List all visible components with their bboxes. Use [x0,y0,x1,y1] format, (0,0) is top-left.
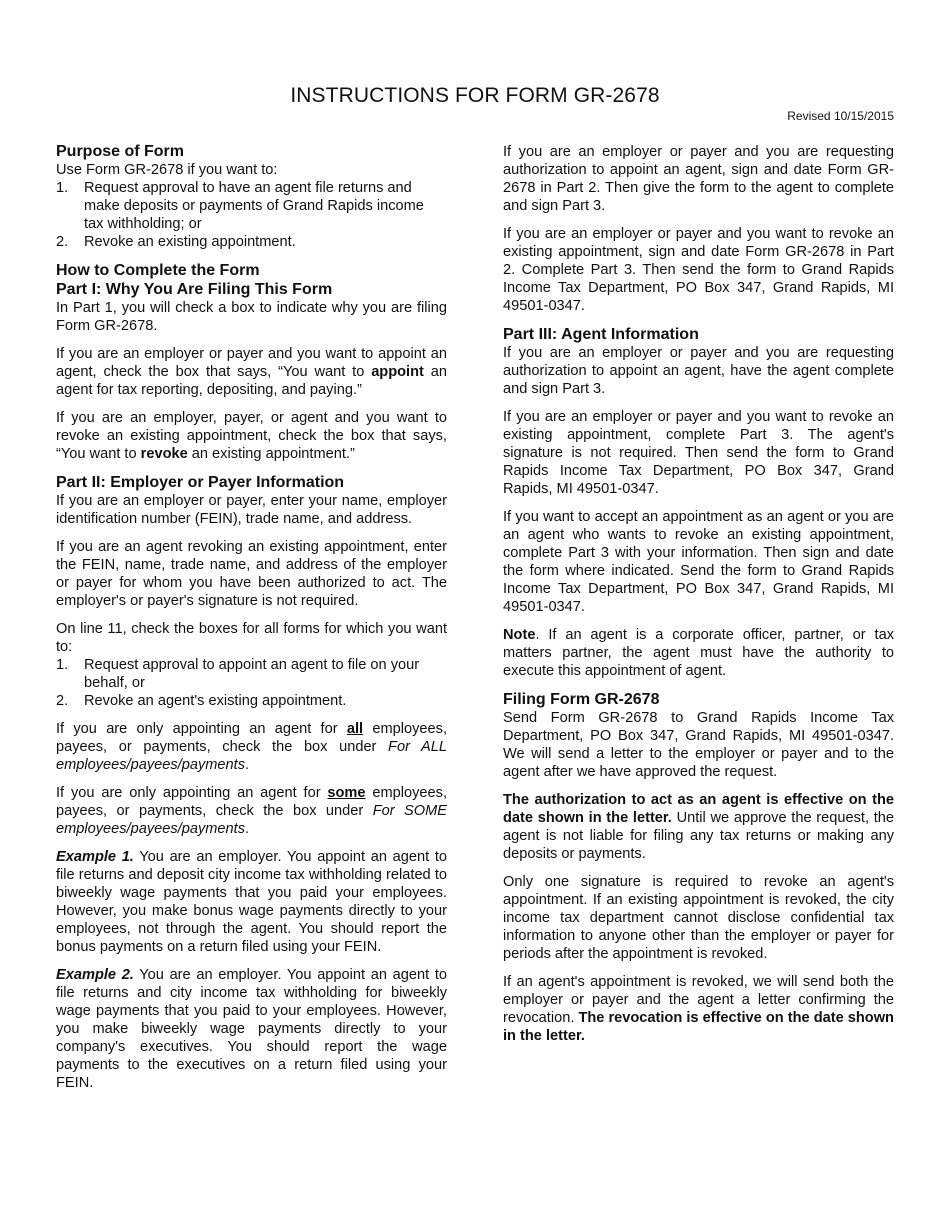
revoke-emphasis: revoke [140,446,188,462]
purpose-intro: Use Form GR-2678 if you want to: [56,162,278,178]
authorization-emphasis: The authorization to act as an agent is effective on the date shown in the letter. [503,792,894,826]
signature-paragraph: Only one signature is required to revoke an agent's appointment. If an existing appointment is revoked, the city income tax department cannot disclose confidential tax information to anyone other than the employer or payer for periods after the appointment is revoked. [503,874,894,962]
part2-line11-paragraph: On line 11, check the boxes for all forms for which you want to: [56,621,447,655]
list-item [56,179,447,233]
how-heading: How to Complete the Form [56,262,260,279]
list-item [56,233,447,251]
part3-paragraph: If you are an employer or payer and you are requesting authorization to appoint an agent, have the agent complete and sign Part 3. [503,345,894,397]
list-text: Request approval to have an agent file returns and make deposits or payments of Grand Rapids income tax withholding; or [84,180,424,232]
example-1-label: Example 1. [56,849,134,865]
list-number: 1. [56,180,69,196]
revocation-paragraph: If an agent's appointment is revoked, we will send both the employer or payer and the agent a letter confirming the revocation. The revocation is effective on the date shown in the letter. [503,974,894,1044]
filing-paragraph: Send Form GR-2678 to Grand Rapids Income Tax Department, PO Box 347, Grand Rapids, MI 49501-0347. We will send a letter to the employer or payer and to the agent after we have approved the request. [503,710,894,780]
list-text: Revoke an agent's existing appointment. [84,693,347,709]
filing-heading: Filing Form GR-2678 [503,691,660,708]
some-emphasis: some [327,785,366,801]
all-employees-paragraph: If you are only appointing an agent for all employees, payees, or payments, check the box under For ALL employees/payees/payments. [56,721,447,773]
part2-revoke-paragraph: If you are an employer or payer and you want to revoke an existing appointment, sign and date Form GR-2678 in Part 2. Complete Part 3. Then send the form to Grand Rapids Income Tax Department, PO Box 347, Grand Rapids, MI 49501-0347. [503,226,894,314]
part1-paragraph: In Part 1, you will check a box to indicate why you are filing Form GR-2678. [56,300,447,334]
part2-list [56,656,447,710]
revised-date: Revised 10/15/2015 [787,109,894,123]
purpose-heading: Purpose of Form [56,143,185,160]
right-column [503,143,894,1055]
part3-revoke-paragraph: If you are an employer or payer and you want to revoke an existing appointment, complete Part 3. The agent's signature is not required. Then send the form to Grand Rapids Income Tax Department, PO Box 347, Grand Rapids, MI 49501-0347. [503,409,894,497]
part1-revoke-paragraph: If you are an employer, payer, or agent and you want to revoke an existing appointment, check the box that says, “You want to revoke an existing appointment.” [56,410,447,462]
note-label: Note [503,627,536,643]
list-number: 2. [56,234,69,250]
part1-appoint-paragraph: If you are an employer or payer and you want to appoint an agent, check the box that says, “You want to appoint an agent for tax reporting, depositing, and paying.” [56,346,447,398]
list-item [56,656,447,692]
part2-heading: Part II: Employer or Payer Information [56,474,345,491]
example-2-paragraph: Example 2. You are an employer. You appoint an agent to file returns and city income tax withholding for biweekly wage payments that you paid to your employees. However, you make biweekly wage payments directly to your company's executives. You should report the wage payments to the executives on a return filed using your FEIN. [56,967,447,1091]
note-paragraph: Note. If an agent is a corporate officer, partner, or tax matters partner, the agent must have the authority to execute this appointment of agent. [503,627,894,679]
example-1-paragraph: Example 1. You are an employer. You appoint an agent to file returns and deposit city income tax withholding related to biweekly wage payments that you paid your employees. However, you make bonus wage payments directly to your employees, not through the agent. You should report the bonus payments on a return filed using your FEIN. [56,849,447,955]
appoint-emphasis: appoint [371,364,424,380]
some-employees-paragraph: If you are only appointing an agent for some employees, payees, or payments, check the box under For SOME employees/payees/payments. [56,785,448,837]
part1-heading: Part I: Why You Are Filing This Form [56,281,333,298]
part2-paragraph: If you are an employer or payer, enter your name, employer identification number (FEIN), trade name, and address. [56,493,447,527]
purpose-list [56,179,447,251]
list-text: Revoke an existing appointment. [84,234,296,250]
list-number: 1. [56,657,69,673]
part3-accept-paragraph: If you want to accept an appointment as an agent or you are an agent who wants to revoke an existing appointment, complete Part 3 with your information. Then sign and date the form where indicated. Send the form to Grand Rapids Income Tax Department, PO Box 347, Grand Rapids, MI 49501-0347. [503,509,894,615]
authorization-paragraph: The authorization to act as an agent is effective on the date shown in the letter. Until we approve the request, the agent is not liable for filing any tax returns or making any deposits or payments. [503,792,895,862]
some-box-label: For SOME employees/payees/payments [56,803,447,837]
all-emphasis: all [346,721,364,737]
part3-heading: Part III: Agent Information [503,326,699,343]
left-column [56,142,447,1102]
part2-agent-paragraph: If you are an agent revoking an existing appointment, enter the FEIN, name, trade name, and address of the employer or payer for whom you have been authorized to act. The employer's or payer's signature is not required. [56,539,447,609]
all-box-label: For ALL employees/payees/payments [56,739,447,773]
part2-sign-paragraph: If you are an employer or payer and you are requesting authorization to appoint an agent, sign and date Form GR-2678 in Part 2. Then give the form to the agent to complete and sign Part 3. [503,144,894,214]
example-2-label: Example 2. [56,967,134,983]
revocation-emphasis: The revocation is effective on the date shown in the letter. [503,1010,894,1044]
list-text: Request approval to appoint an agent to file on your behalf, or [84,657,420,691]
page-title: INSTRUCTIONS FOR FORM GR-2678 [290,84,660,107]
list-item [56,692,447,710]
list-number: 2. [56,693,69,709]
